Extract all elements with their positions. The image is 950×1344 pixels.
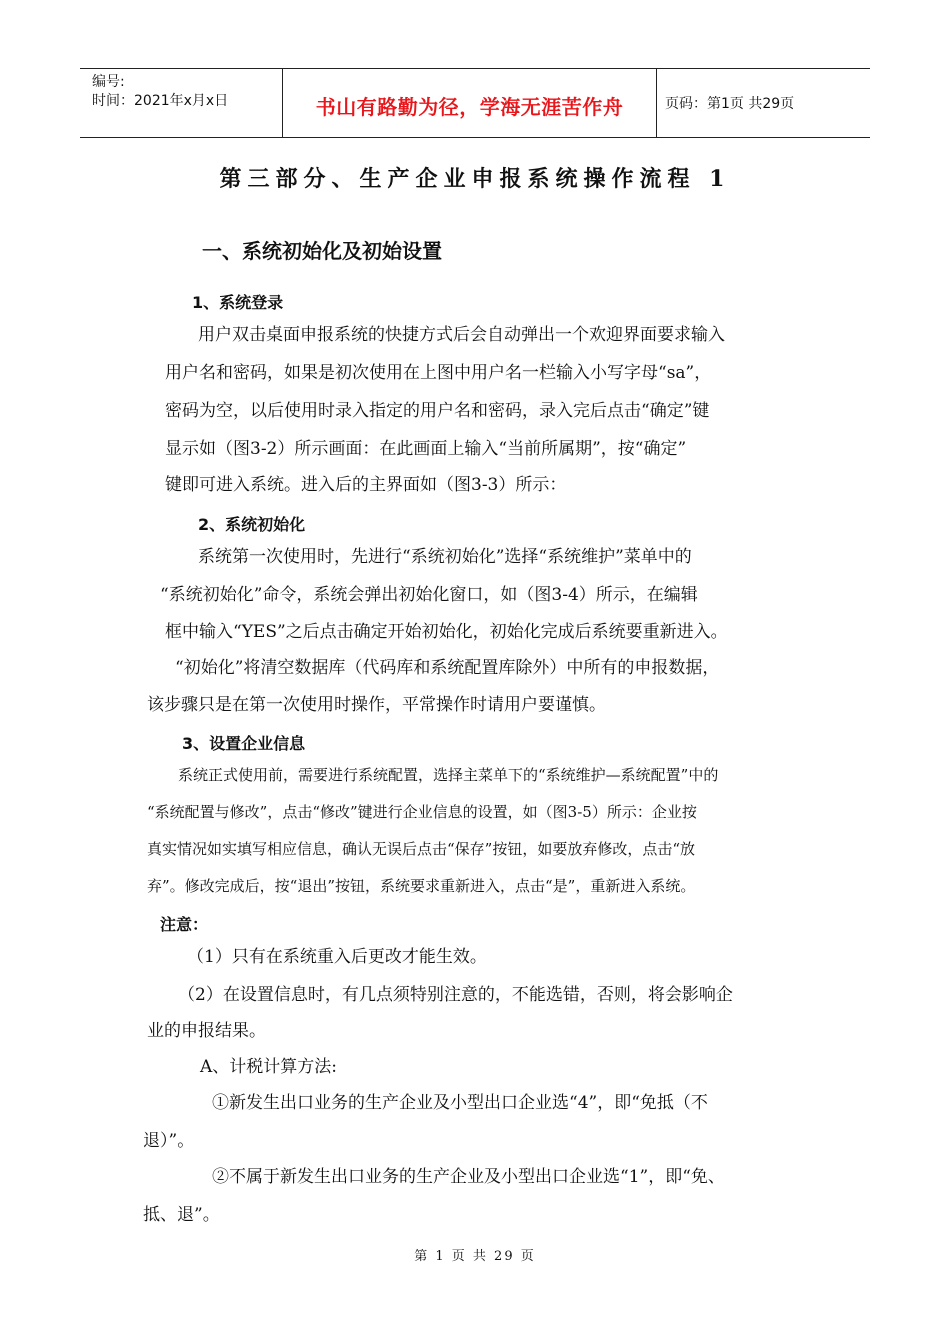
subheading-company: 3、设置企业信息: [182, 734, 306, 753]
paragraph-line: 真实情况如实填写相应信息，确认无误后点击“保存”按钮，如要放弃修改，点击“放: [147, 840, 696, 858]
note-line: 抵、退”。: [143, 1205, 220, 1225]
note-heading: 注意：: [160, 915, 209, 934]
note-line: （1）只有在系统重入后更改才能生效。: [187, 947, 487, 967]
note-line: 退）”。: [143, 1131, 195, 1151]
paragraph-line: “系统配置与修改”，点击“修改”键进行企业信息的设置，如（图3-5）所示：企业按: [147, 803, 697, 821]
paragraph-line: 框中输入“YES”之后点击确定开始初始化，初始化完成后系统要重新进入。: [165, 622, 728, 642]
paragraph-line: “系统初始化”命令，系统会弹出初始化窗口，如（图3-4）所示，在编辑: [160, 585, 698, 605]
header-table: [80, 68, 870, 138]
header-left-cell: [80, 69, 282, 137]
header-motto-cell: [282, 69, 657, 137]
paragraph-line: “初始化”将清空数据库（代码库和系统配置库除外）中所有的申报数据，: [175, 658, 720, 678]
paragraph-line: 弃”。修改完成后，按“退出”按钮，系统要求重新进入，点击“是”，重新进入系统。: [147, 877, 696, 895]
paragraph-line: 系统正式使用前，需要进行系统配置，选择主菜单下的“系统维护—系统配置”中的: [178, 766, 719, 784]
note-line: ①新发生出口业务的生产企业及小型出口企业选“4”，即“免抵（不: [212, 1093, 708, 1113]
number-label: 编号:: [92, 74, 125, 90]
time-label: 时间：2021年x月x日: [92, 93, 229, 109]
paragraph-line: 用户双击桌面申报系统的快捷方式后会自动弹出一个欢迎界面要求输入: [198, 325, 725, 345]
note-line: ②不属于新发生出口业务的生产企业及小型出口企业选“1”，即“免、: [212, 1167, 725, 1187]
note-line: A、计税计算方法:: [200, 1057, 338, 1077]
paragraph-line: 该步骤只是在第一次使用时操作，平常操作时请用户要谨慎。: [147, 695, 606, 715]
paragraph-line: 用户名和密码，如果是初次使用在上图中用户名一栏输入小写字母“sa”，: [165, 363, 712, 383]
page-footer: 第 1 页 共 29 页: [414, 1249, 536, 1264]
section-heading: 一、系统初始化及初始设置: [202, 239, 442, 263]
page-info: 页码：第1页 共29页: [665, 96, 795, 112]
motto: 书山有路勤为径，学海无涯苦作舟: [315, 95, 624, 119]
subheading-login: 1、系统登录: [192, 293, 284, 312]
paragraph-line: 键即可进入系统。进入后的主界面如（图3-3）所示：: [165, 475, 567, 495]
document-title: 第三部分、生产企业申报系统操作流程 1: [219, 166, 731, 192]
paragraph-line: 密码为空，以后使用时录入指定的用户名和密码，录入完后点击“确定”键: [165, 401, 710, 421]
note-line: （2）在设置信息时，有几点须特别注意的，不能选错，否则，将会影响企: [178, 985, 733, 1005]
paragraph-line: 显示如（图3-2）所示画面：在此画面上输入“当前所属期”，按“确定”: [165, 439, 687, 459]
subheading-init: 2、系统初始化: [198, 515, 306, 534]
note-line: 业的申报结果。: [147, 1021, 266, 1041]
paragraph-line: 系统第一次使用时，先进行“系统初始化”选择“系统维护”菜单中的: [198, 547, 692, 567]
